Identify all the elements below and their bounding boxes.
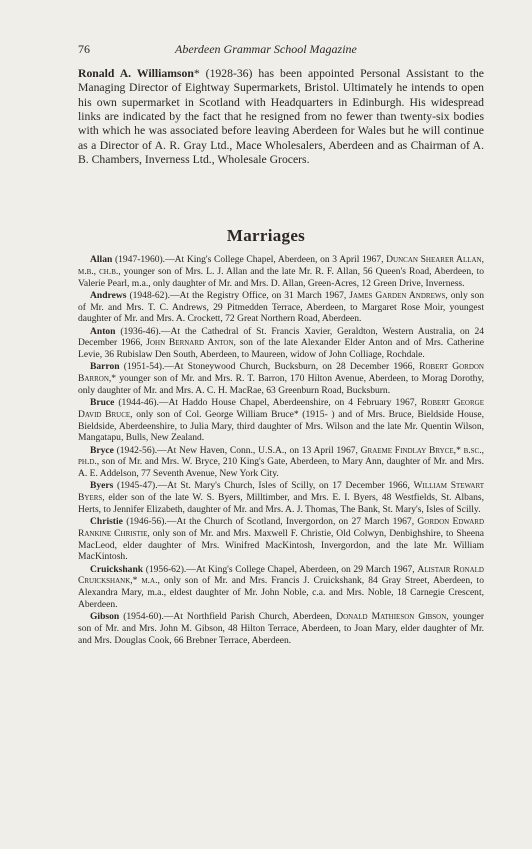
entry-text: , younger son of Mr. and Mrs. John M. Gibson, 48 Hilton Terrace, Aberdeen, to Joan Mary, elder daughter of Mr. and Mrs. Douglas Cook, 66 Brebner Terrace, Aberdeen.	[78, 611, 484, 646]
entry-groom: Graeme Findlay Bryce,* b.sc., ph.d.	[78, 444, 484, 468]
entry-name: Bryce	[90, 444, 114, 456]
intro-paragraph	[78, 67, 484, 167]
entry-text: (1936-46).—At the Cathedral of St. Francis Xavier, Geraldton, Western Australia, on 24 December 1966,	[78, 325, 484, 349]
section-title-marriages: Marriages	[226, 226, 306, 245]
entry-groom: Robert George David Bruce	[78, 397, 484, 420]
marriage-entry	[78, 254, 484, 289]
entry-text: , only son of Mr. and Mrs. T. C. Andrews, 29 Pitmedden Terrace, Aberdeen, to Margaret Rose Moir, youngest daughter of Mr. and Mrs. A. Crockett, 72 Great Northern Road, Aberdeen.	[78, 289, 484, 325]
entry-name: Andrews	[90, 289, 127, 301]
entry-groom: Robert Gordon Barron,*	[78, 361, 484, 384]
page-number: 76	[78, 42, 90, 56]
page-header	[78, 42, 488, 58]
entry-name: Gibson	[90, 611, 120, 622]
entry-groom: William Stewart Byers	[78, 480, 484, 503]
entry-groom: Gordon Edward Rankine Christie	[78, 516, 484, 539]
marriage-entry	[78, 611, 484, 646]
entry-text: , elder son of the late W. S. Byers, Milltimber, and Mrs. E. I. Byers, 48 Westfields, St. Albans, Herts, to Jennifer Elizabeth, daughter of Mr. and Mrs. A. J. Thomas, The Bank, St. Mary's, Isles of Scilly.	[78, 492, 484, 515]
entry-groom: Donald Mathieson Gibson	[336, 611, 447, 622]
entry-text: (1946-56).—At the Church of Scotland, Invergordon, on 27 March 1967,	[122, 516, 418, 527]
entry-name: Cruickshank	[90, 563, 144, 575]
entry-name: Byers	[90, 480, 114, 492]
marriage-entry	[78, 445, 484, 480]
running-head: Aberdeen Grammar School Magazine	[175, 42, 357, 56]
entry-text: (1947-1960).—At King's College Chapel, Aberdeen, on 3 April 1967,	[112, 254, 387, 265]
marriage-entry	[78, 361, 484, 396]
entry-groom: John Bernard Anton	[146, 337, 234, 349]
marriage-entry	[78, 326, 484, 361]
marriage-entry	[78, 480, 484, 515]
entry-groom: Alistair Ronald Cruickshank,* m.a.	[78, 563, 484, 587]
entry-text: (1942-56).—At New Haven, Conn., U.S.A., on 13 April 1967,	[113, 444, 361, 456]
entry-text: (1951-54).—At Stoneywood Church, Bucksburn, on 28 December 1966,	[119, 361, 420, 373]
intro-name: Ronald A. Williamson	[78, 67, 194, 80]
entry-text: (1945-47).—At St. Mary's Church, Isles of Scilly, on 17 December 1966,	[113, 480, 414, 492]
entry-text: (1956-62).—At King's College Chapel, Aberdeen, on 29 March 1967,	[143, 563, 418, 575]
entry-text: , only son of Mr. and Mrs. Francis J. Cruickshank, 84 Gray Street, Aberdeen, to Alexandra Mary, m.a., eldest daughter of Mr. John Noble, c.a. and Mrs. Noble, 18 Carnegie Crescent, Aberdeen.	[78, 575, 484, 610]
entry-name: Allan	[90, 254, 113, 265]
entry-name: Anton	[90, 325, 116, 337]
entry-text: , son of Mr. and Mrs. W. Bryce, 210 King's Gate, Aberdeen, to Mary Ann, daughter of Mr. and Mrs. A. E. Addelson, 77 Seventh Avenue, New York City.	[78, 456, 484, 479]
entry-text: younger son of Mr. and Mrs. R. T. Barron, 170 Hilton Avenue, Aberdeen, to Morag Dorothy, only daughter of Mr. and Mrs. A. C. H. MacRae, 63 Greenburn Road, Bucksburn.	[78, 373, 484, 396]
entry-groom: James Garden Andrews	[349, 289, 446, 301]
entry-text: , only son of Mr. and Mrs. Maxwell F. Christie, Old Colwyn, Denbighshire, to Sheena MacLeod, elder daughter of Mrs. Winifred MacKintosh, Invergordon, and the late Mr. William MacKintosh.	[78, 527, 484, 563]
entry-name: Bruce	[90, 397, 115, 408]
entry-text: (1954-60).—At Northfield Parish Church, Aberdeen,	[119, 611, 337, 622]
marriage-entry	[78, 564, 484, 611]
entry-text: , only son of Col. George William Bruce* (1915- ) and of Mrs. Bruce, Bieldside House, Bieldside, Aberdeenshire, to Julia Mary, third daughter of Mrs. Wilson and the late Mr. Quentin Wilson, Mangatapu, Bulls, New Zealand.	[78, 408, 484, 444]
marriage-entry	[78, 516, 484, 563]
entry-name: Barron	[90, 361, 120, 373]
entry-text: , younger son of Mrs. L. J. Allan and the late Mr. R. F. Allan, 56 Queen's Road, Aberdeen, to Valerie Pearl, m.a., only daughter of Mr. and Mrs. D. Allan, Green-Acres, 12 Green Drive, Inverness.	[78, 265, 484, 289]
entry-name: Christie	[90, 516, 123, 527]
marriage-entry	[78, 290, 484, 325]
entry-text: (1944-46).—At Haddo House Chapel, Aberdeenshire, on 4 February 1967,	[114, 397, 421, 408]
marriage-entry	[78, 397, 484, 444]
entry-text: , son of the late Alexander Elder Anton and of Mrs. Catherine Levie, 36 Rubislaw Den South, Aberdeen, to Maureen, widow of John Colliage, Rochdale.	[78, 337, 484, 360]
intro-text: * (1928-36) has been appointed Personal Assistant to the Managing Director of Eightway Supermarkets, Bristol. Ultimately he intends to open his own supermarket in Scotland with Headquarters in Edinburgh. His widespread links are indicated by the fact that he resigned from no fewer than twenty-six bodies with which he was associated before leaving Aberdeen for Wales but he will continue as a Director of A. R. Gray Ltd., Mace Wholesalers, Aberdeen and as Chairman of A. B. Chambers, Inverness Ltd., Wholesale Grocers.	[78, 67, 484, 167]
entry-groom: Duncan Shearer Allan, m.b., ch.b.	[78, 254, 484, 277]
entry-text: (1948-62).—At the Registry Office, on 31 March 1967,	[126, 289, 350, 301]
marriages-list	[78, 254, 484, 647]
